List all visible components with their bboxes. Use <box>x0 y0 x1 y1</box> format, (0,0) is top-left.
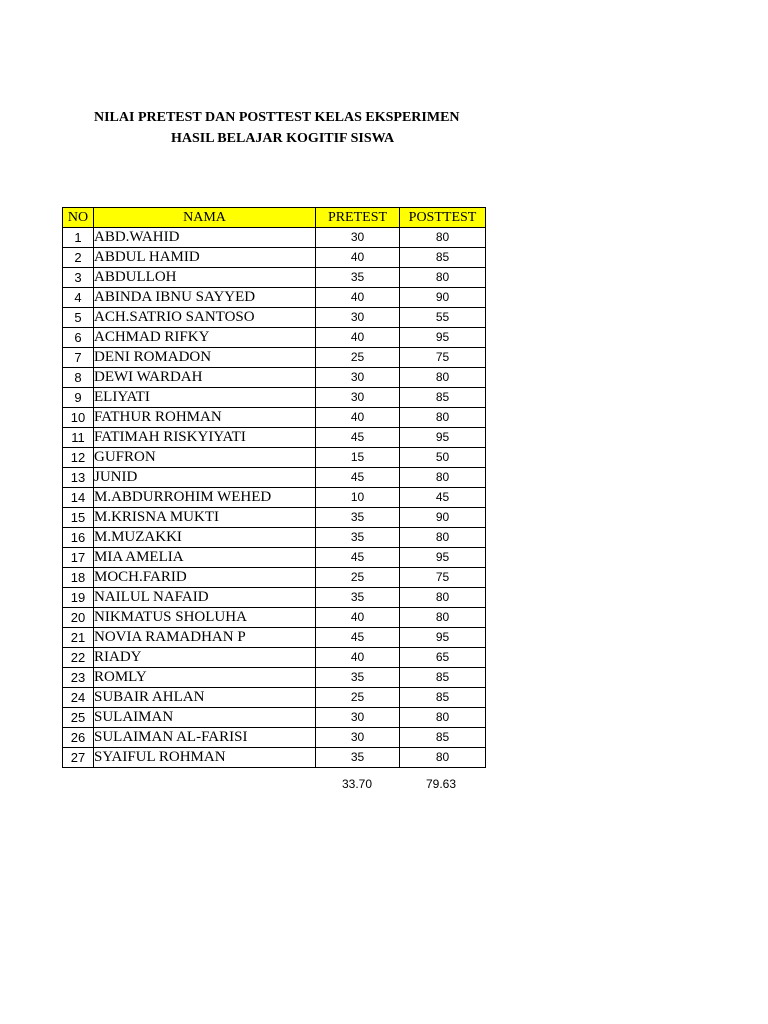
table-row <box>63 508 486 528</box>
table-row <box>63 268 486 288</box>
nama-cell: NOVIA RAMADHAN P <box>94 628 316 648</box>
no-cell: 18 <box>63 568 94 588</box>
posttest-cell: 95 <box>400 328 486 348</box>
pretest-cell: 30 <box>316 228 400 248</box>
pretest-cell: 30 <box>316 368 400 388</box>
no-cell: 26 <box>63 728 94 748</box>
pretest-cell: 30 <box>316 388 400 408</box>
table-row <box>63 348 486 368</box>
no-cell: 27 <box>63 748 94 768</box>
table-row <box>63 748 486 768</box>
table-row <box>63 628 486 648</box>
posttest-cell: 90 <box>400 508 486 528</box>
pretest-cell: 35 <box>316 588 400 608</box>
nama-cell: NIKMATUS SHOLUHA <box>94 608 316 628</box>
nama-cell: ABDUL HAMID <box>94 248 316 268</box>
table-row <box>63 228 486 248</box>
no-cell: 19 <box>63 588 94 608</box>
table-body <box>63 228 486 768</box>
pretest-cell: 35 <box>316 528 400 548</box>
nama-cell: JUNID <box>94 468 316 488</box>
no-cell: 21 <box>63 628 94 648</box>
table-row <box>63 708 486 728</box>
posttest-cell: 80 <box>400 228 486 248</box>
pretest-cell: 10 <box>316 488 400 508</box>
table-row <box>63 468 486 488</box>
table-row <box>63 688 486 708</box>
posttest-cell: 80 <box>400 268 486 288</box>
pretest-cell: 45 <box>316 628 400 648</box>
table-header-row <box>63 208 486 228</box>
table-row <box>63 428 486 448</box>
posttest-cell: 50 <box>400 448 486 468</box>
pretest-cell: 45 <box>316 548 400 568</box>
pretest-cell: 40 <box>316 408 400 428</box>
nama-cell: SYAIFUL ROHMAN <box>94 748 316 768</box>
table-row <box>63 448 486 468</box>
pretest-cell: 35 <box>316 748 400 768</box>
average-pretest: 33.70 <box>341 777 373 791</box>
table-row <box>63 368 486 388</box>
nama-cell: DEWI WARDAH <box>94 368 316 388</box>
title-line-1: NILAI PRETEST DAN POSTTEST KELAS EKSPERIMEN <box>94 110 460 125</box>
pretest-cell: 35 <box>316 508 400 528</box>
nama-cell: M.MUZAKKI <box>94 528 316 548</box>
nama-cell: NAILUL NAFAID <box>94 588 316 608</box>
pretest-cell: 15 <box>316 448 400 468</box>
pretest-cell: 40 <box>316 648 400 668</box>
table-row <box>63 308 486 328</box>
no-cell: 17 <box>63 548 94 568</box>
no-cell: 2 <box>63 248 94 268</box>
posttest-cell: 80 <box>400 528 486 548</box>
table-row <box>63 608 486 628</box>
nama-cell: ABD.WAHID <box>94 228 316 248</box>
pretest-cell: 40 <box>316 288 400 308</box>
no-cell: 9 <box>63 388 94 408</box>
nama-cell: ABINDA IBNU SAYYED <box>94 288 316 308</box>
pretest-cell: 25 <box>316 688 400 708</box>
no-cell: 14 <box>63 488 94 508</box>
table-row <box>63 588 486 608</box>
pretest-cell: 40 <box>316 608 400 628</box>
no-cell: 8 <box>63 368 94 388</box>
no-cell: 23 <box>63 668 94 688</box>
pretest-cell: 35 <box>316 268 400 288</box>
table-row <box>63 328 486 348</box>
no-cell: 11 <box>63 428 94 448</box>
posttest-cell: 75 <box>400 568 486 588</box>
nama-cell: ROMLY <box>94 668 316 688</box>
pretest-cell: 45 <box>316 468 400 488</box>
table-row <box>63 488 486 508</box>
header-pretest: PRETEST <box>316 208 400 228</box>
nama-cell: FATIMAH RISKYIYATI <box>94 428 316 448</box>
no-cell: 25 <box>63 708 94 728</box>
nama-cell: GUFRON <box>94 448 316 468</box>
pretest-cell: 45 <box>316 428 400 448</box>
posttest-cell: 85 <box>400 388 486 408</box>
nama-cell: SUBAIR AHLAN <box>94 688 316 708</box>
nama-cell: RIADY <box>94 648 316 668</box>
nama-cell: MOCH.FARID <box>94 568 316 588</box>
table-row <box>63 548 486 568</box>
nama-cell: ACHMAD RIFKY <box>94 328 316 348</box>
scores-table <box>62 207 486 768</box>
posttest-cell: 85 <box>400 668 486 688</box>
no-cell: 4 <box>63 288 94 308</box>
nama-cell: M.KRISNA MUKTI <box>94 508 316 528</box>
no-cell: 3 <box>63 268 94 288</box>
posttest-cell: 85 <box>400 728 486 748</box>
table-row <box>63 668 486 688</box>
table-row <box>63 648 486 668</box>
posttest-cell: 85 <box>400 688 486 708</box>
posttest-cell: 80 <box>400 748 486 768</box>
pretest-cell: 30 <box>316 308 400 328</box>
header-no: NO <box>63 208 94 228</box>
posttest-cell: 95 <box>400 428 486 448</box>
nama-cell: ABDULLOH <box>94 268 316 288</box>
average-posttest: 79.63 <box>425 777 457 791</box>
posttest-cell: 80 <box>400 408 486 428</box>
no-cell: 6 <box>63 328 94 348</box>
no-cell: 5 <box>63 308 94 328</box>
posttest-cell: 85 <box>400 248 486 268</box>
header-posttest: POSTTEST <box>400 208 486 228</box>
nama-cell: SULAIMAN <box>94 708 316 728</box>
pretest-cell: 35 <box>316 668 400 688</box>
no-cell: 20 <box>63 608 94 628</box>
nama-cell: SULAIMAN AL-FARISI <box>94 728 316 748</box>
table-row <box>63 528 486 548</box>
posttest-cell: 65 <box>400 648 486 668</box>
table-row <box>63 408 486 428</box>
nama-cell: M.ABDURROHIM WEHED <box>94 488 316 508</box>
header-nama: NAMA <box>94 208 316 228</box>
no-cell: 22 <box>63 648 94 668</box>
posttest-cell: 95 <box>400 628 486 648</box>
no-cell: 24 <box>63 688 94 708</box>
posttest-cell: 80 <box>400 588 486 608</box>
pretest-cell: 40 <box>316 248 400 268</box>
pretest-cell: 30 <box>316 708 400 728</box>
table-row <box>63 288 486 308</box>
no-cell: 1 <box>63 228 94 248</box>
table-row <box>63 728 486 748</box>
posttest-cell: 90 <box>400 288 486 308</box>
posttest-cell: 80 <box>400 608 486 628</box>
no-cell: 7 <box>63 348 94 368</box>
title-line-2: HASIL BELAJAR KOGITIF SISWA <box>171 131 395 146</box>
table-row <box>63 248 486 268</box>
posttest-cell: 80 <box>400 368 486 388</box>
nama-cell: FATHUR ROHMAN <box>94 408 316 428</box>
no-cell: 12 <box>63 448 94 468</box>
posttest-cell: 45 <box>400 488 486 508</box>
posttest-cell: 80 <box>400 468 486 488</box>
pretest-cell: 30 <box>316 728 400 748</box>
pretest-cell: 25 <box>316 348 400 368</box>
no-cell: 13 <box>63 468 94 488</box>
nama-cell: DENI ROMADON <box>94 348 316 368</box>
posttest-cell: 75 <box>400 348 486 368</box>
pretest-cell: 25 <box>316 568 400 588</box>
table-row <box>63 388 486 408</box>
nama-cell: MIA AMELIA <box>94 548 316 568</box>
nama-cell: ELIYATI <box>94 388 316 408</box>
posttest-cell: 95 <box>400 548 486 568</box>
no-cell: 10 <box>63 408 94 428</box>
pretest-cell: 40 <box>316 328 400 348</box>
nama-cell: ACH.SATRIO SANTOSO <box>94 308 316 328</box>
posttest-cell: 55 <box>400 308 486 328</box>
posttest-cell: 80 <box>400 708 486 728</box>
no-cell: 15 <box>63 508 94 528</box>
table-row <box>63 568 486 588</box>
no-cell: 16 <box>63 528 94 548</box>
